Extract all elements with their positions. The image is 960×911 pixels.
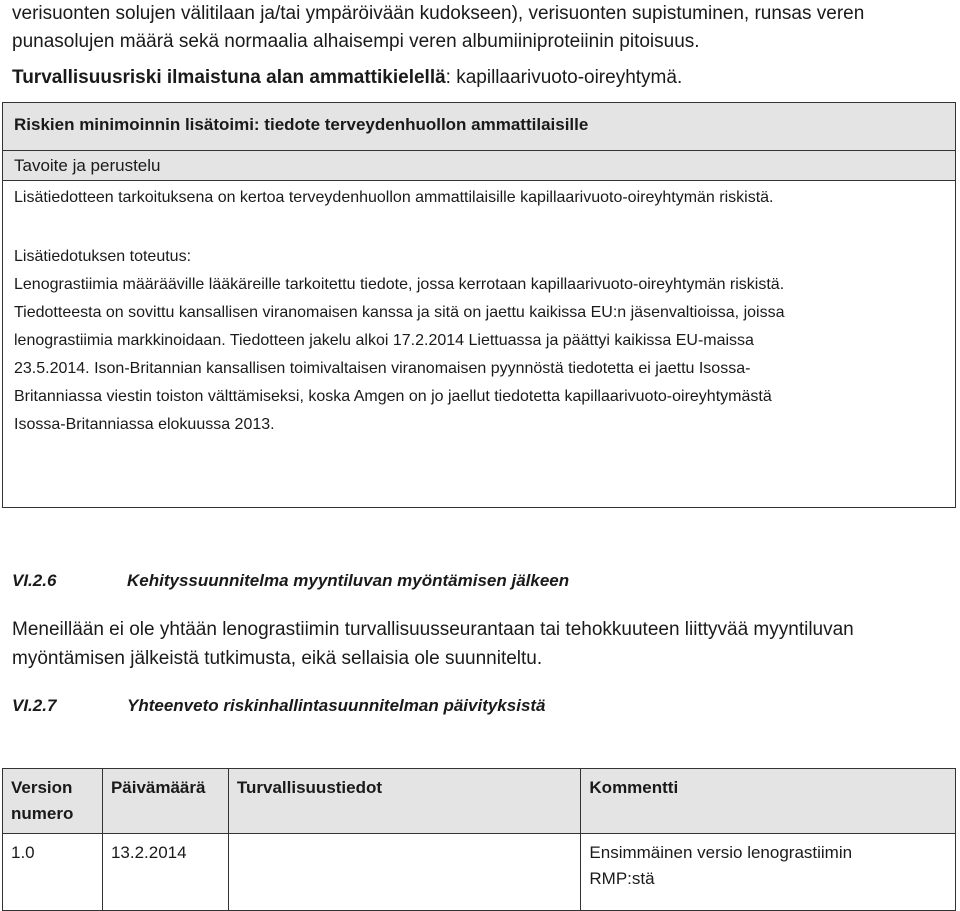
- risk-label: Turvallisuusriski ilmaistuna alan ammattikielellä: [12, 67, 446, 88]
- table-cell: 1.0: [3, 834, 103, 911]
- intro-line-2: punasolujen määrä sekä normaalia alhaisempi veren albumiiniproteiinin pitoisuus.: [12, 31, 700, 52]
- section-body-line: myöntämisen jälkeistä tutkimusta, eikä sellaisia ole suunniteltu.: [12, 648, 543, 669]
- implementation-line: Tiedotteesta on sovittu kansallisen viranomaisen kanssa ja sitä on jaettu kaikissa EU:n jäsenvaltioissa, joissa: [14, 304, 785, 321]
- intro-line-1: verisuonten solujen välitilaan ja/tai ympäröivään kudokseen), verisuonten supistuminen, runsas veren: [12, 3, 865, 24]
- risk-value: : kapillaarivuoto-oireyhtymä.: [445, 67, 683, 88]
- implementation-label: Lisätiedotuksen toteutus:: [14, 248, 192, 265]
- column-header: Turvallisuustiedot: [228, 769, 581, 834]
- section-body-line: Meneillään ei ole yhtään lenograstiimin turvallisuusseurantaan tai tehokkuuteen liittyvää myyntiluvan: [12, 619, 854, 640]
- box-header-band: [3, 103, 955, 151]
- section-title: Yhteenveto riskinhallintasuunnitelman päivityksistä: [127, 696, 546, 715]
- box-subheader: Tavoite ja perustelu: [14, 156, 161, 175]
- risk-minimisation-box: [2, 102, 956, 508]
- box-header: Riskien minimoinnin lisätoimi: tiedote terveydenhuollon ammattilaisille: [14, 115, 589, 134]
- risk-line: [12, 67, 682, 89]
- revision-table: [2, 768, 956, 911]
- column-header: Kommentti: [581, 769, 956, 834]
- section-number: VI.2.7: [12, 696, 57, 715]
- column-header: Päivämäärä: [102, 769, 228, 834]
- implementation-line: Isossa-Britanniassa elokuussa 2013.: [14, 416, 275, 433]
- column-header: Version numero: [3, 769, 103, 834]
- box-subheader-band: [3, 151, 955, 181]
- implementation-line: Britanniassa viestin toiston välttämiseksi, koska Amgen on jo jaellut tiedotetta kapillaarivuoto-oireyhtymästä: [14, 388, 772, 405]
- table-cell: [228, 834, 581, 911]
- section-title: Kehityssuunnitelma myyntiluvan myöntämisen jälkeen: [127, 571, 570, 590]
- purpose-text: Lisätiedotteen tarkoituksena on kertoa terveydenhuollon ammattilaisille kapillaarivuoto-oireyhtymän riskistä.: [14, 189, 774, 206]
- table-header-row: [3, 769, 956, 834]
- implementation-line: 23.5.2014. Ison-Britannian kansallisen toimivaltaisen viranomaisen pyynnöstä tiedotetta ei jaettu Isossa-: [14, 360, 751, 377]
- implementation-line: lenograstiimia markkinoidaan. Tiedotteen jakelu alkoi 17.2.2014 Liettuassa ja päättyi kaikissa EU-maissa: [14, 332, 754, 349]
- implementation-line: Lenograstiimia määrääville lääkäreille tarkoitettu tiedote, jossa kerrotaan kapillaarivuoto-oireyhtymän riskistä.: [14, 276, 785, 293]
- section-number: VI.2.6: [12, 571, 57, 590]
- table-row: [3, 834, 956, 911]
- table-cell: 13.2.2014: [102, 834, 228, 911]
- table-cell: Ensimmäinen versio lenograstiimin RMP:stä: [581, 834, 956, 911]
